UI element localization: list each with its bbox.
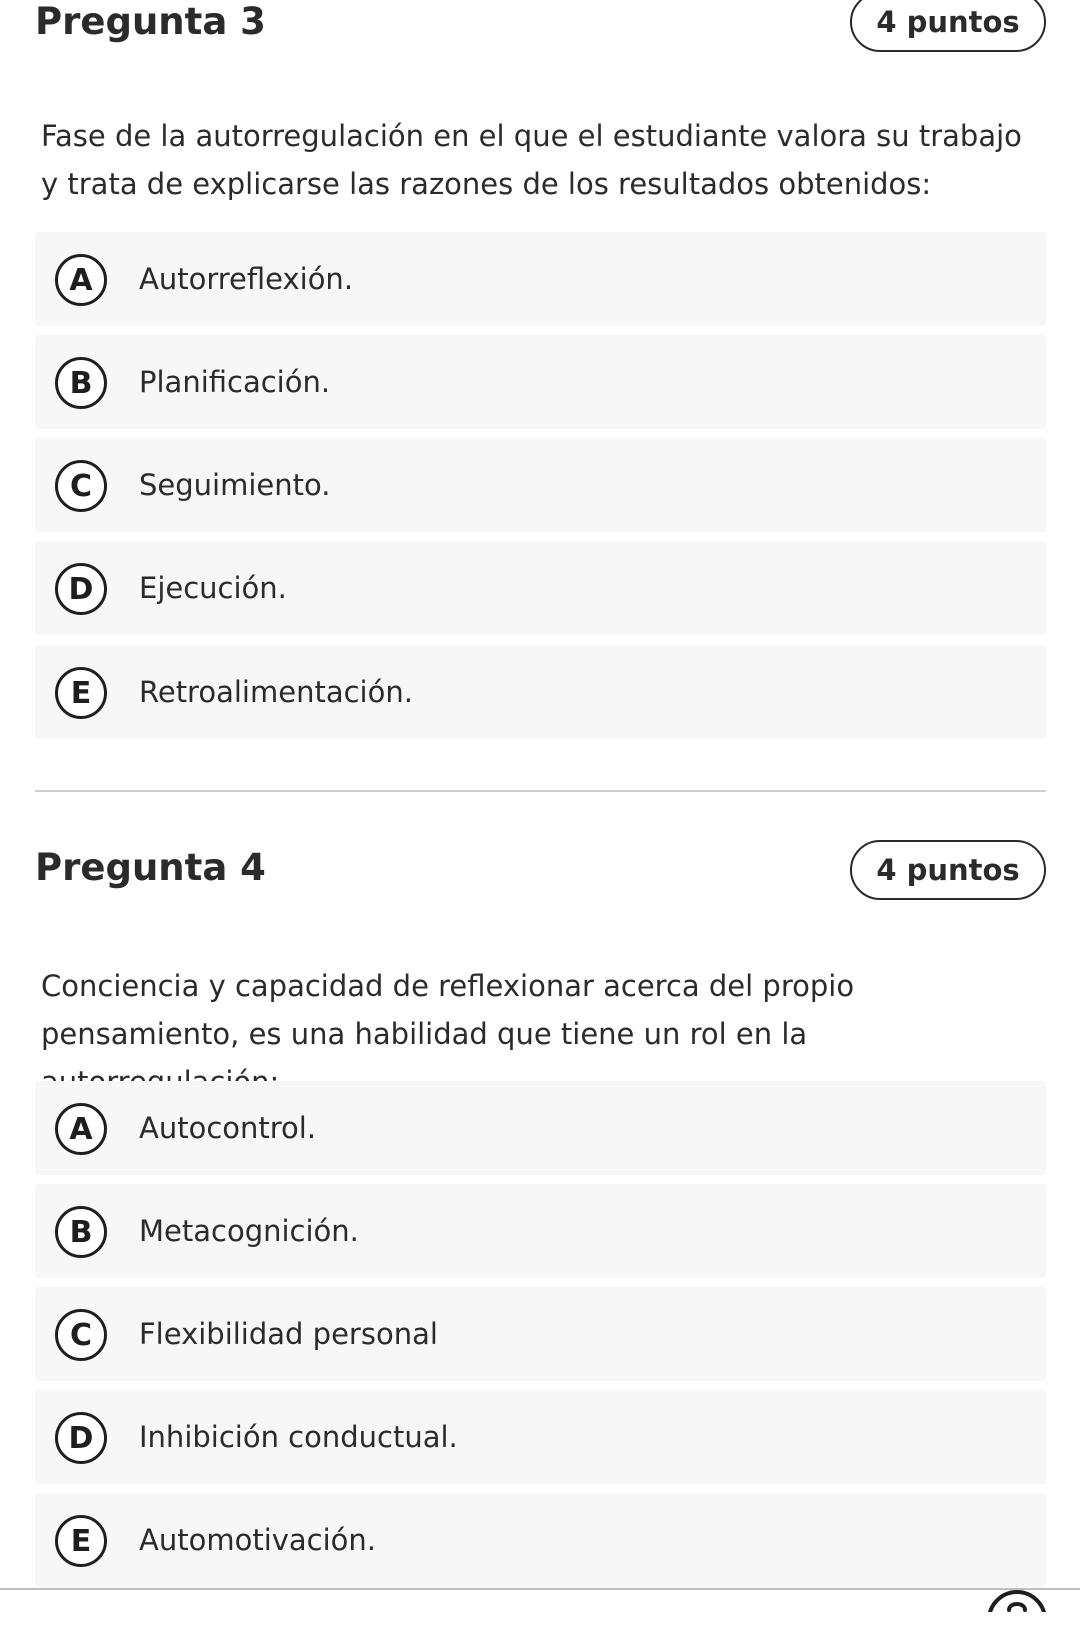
option-d[interactable] bbox=[35, 1390, 1046, 1484]
question-header bbox=[35, 846, 1046, 910]
option-label: Autocontrol. bbox=[139, 1111, 317, 1145]
option-letter-badge: C bbox=[55, 460, 107, 512]
question-header bbox=[35, 0, 1046, 64]
option-label: Planificación. bbox=[139, 365, 331, 399]
option-a[interactable] bbox=[35, 232, 1046, 326]
option-letter-badge: B bbox=[55, 1206, 107, 1258]
option-c[interactable] bbox=[35, 1287, 1046, 1381]
option-label: Seguimiento. bbox=[139, 468, 331, 502]
question-4 bbox=[35, 846, 1046, 1586]
option-label: Retroalimentación. bbox=[139, 675, 413, 709]
option-e[interactable] bbox=[35, 1493, 1046, 1587]
option-letter-badge: C bbox=[55, 1309, 107, 1361]
question-divider bbox=[35, 790, 1046, 792]
option-b[interactable] bbox=[35, 335, 1046, 429]
option-letter-badge: A bbox=[55, 1103, 107, 1155]
option-a[interactable] bbox=[35, 1081, 1046, 1175]
option-b[interactable] bbox=[35, 1184, 1046, 1278]
help-icon-glyph bbox=[985, 1588, 1049, 1612]
option-c[interactable] bbox=[35, 438, 1046, 532]
help-icon[interactable] bbox=[985, 1588, 1049, 1652]
question-3 bbox=[35, 0, 1046, 740]
question-prompt: Fase de la autorregulación en el que el estudiante valora su trabajo y trata de explicarse las razones de los resultados obtenidos: bbox=[41, 119, 1022, 201]
option-letter-badge: A bbox=[55, 254, 107, 306]
option-label: Inhibición conductual. bbox=[139, 1420, 458, 1454]
option-letter-badge: E bbox=[55, 1515, 107, 1567]
points-badge: 4 puntos bbox=[850, 840, 1046, 900]
option-label: Flexibilidad personal bbox=[139, 1317, 438, 1351]
option-letter-badge: E bbox=[55, 667, 107, 719]
question-title: Pregunta 4 bbox=[35, 846, 266, 889]
option-letter-badge: D bbox=[55, 563, 107, 615]
option-e[interactable] bbox=[35, 645, 1046, 739]
question-title: Pregunta 3 bbox=[35, 0, 266, 43]
points-badge: 4 puntos bbox=[850, 0, 1046, 52]
option-label: Autorreflexión. bbox=[139, 262, 354, 296]
option-letter-badge: D bbox=[55, 1412, 107, 1464]
option-letter-badge: B bbox=[55, 357, 107, 409]
question-prompt: Conciencia y capacidad de reflexionar acerca del propio pensamiento, es una habilidad que tiene un rol en la bbox=[41, 969, 855, 1051]
option-label: Automotivación. bbox=[139, 1523, 377, 1557]
option-d[interactable] bbox=[35, 541, 1046, 635]
bottom-toolbar-border bbox=[0, 1588, 1080, 1590]
option-label: Ejecución. bbox=[139, 571, 287, 605]
option-label: Metacognición. bbox=[139, 1214, 359, 1248]
